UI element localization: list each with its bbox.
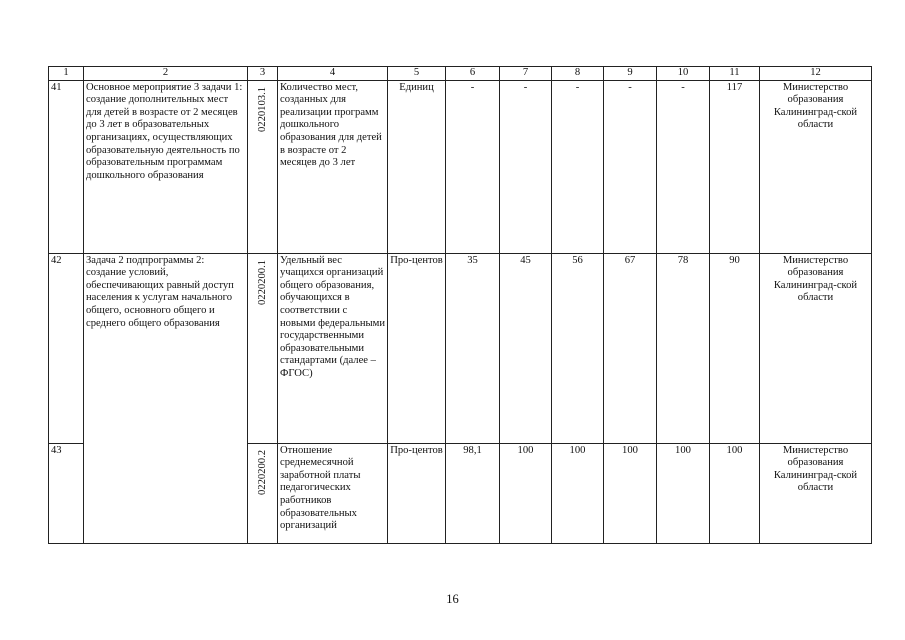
table-row <box>49 253 872 443</box>
col-header-8: 8 <box>552 67 604 81</box>
value-cell: - <box>604 80 657 253</box>
col-header-5: 5 <box>388 67 446 81</box>
value-cell: 56 <box>552 253 604 443</box>
responsible-cell: Министерство образования Калининград-ской области <box>760 253 872 443</box>
value-cell: 117 <box>710 80 760 253</box>
col-header-7: 7 <box>500 67 552 81</box>
col-header-1: 1 <box>49 67 84 81</box>
unit-cell: Про-центов <box>388 253 446 443</box>
col-header-3: 3 <box>248 67 278 81</box>
col-header-9: 9 <box>604 67 657 81</box>
value-cell: 45 <box>500 253 552 443</box>
col-header-4: 4 <box>278 67 388 81</box>
value-cell: 90 <box>710 253 760 443</box>
col-header-2: 2 <box>84 67 248 81</box>
col-header-11: 11 <box>710 67 760 81</box>
code-text: 0220200.2 <box>256 449 268 495</box>
value-cell: - <box>552 80 604 253</box>
value-cell: 98,1 <box>446 443 500 543</box>
unit-cell: Единиц <box>388 80 446 253</box>
code-text: 0220200.1 <box>256 259 268 305</box>
page-number: 16 <box>446 592 459 606</box>
col-header-10: 10 <box>657 67 710 81</box>
row-number: 42 <box>49 253 84 443</box>
col-header-12: 12 <box>760 67 872 81</box>
value-cell: 100 <box>500 443 552 543</box>
indicator-cell: Отношение среднемесячной заработной платы педагогических работников образовательных организаций <box>278 443 388 543</box>
responsible-cell: Министерство образования Калининград-ской области <box>760 443 872 543</box>
unit-cell: Про-центов <box>388 443 446 543</box>
value-cell: 100 <box>552 443 604 543</box>
value-cell: 100 <box>604 443 657 543</box>
indicator-cell: Количество мест, созданных для реализации программ дошкольного образования для детей в возрасте от 2 месяцев до 3 лет <box>278 80 388 253</box>
code-cell <box>248 253 278 443</box>
code-cell <box>248 80 278 253</box>
value-cell: 78 <box>657 253 710 443</box>
value-cell: 67 <box>604 253 657 443</box>
value-cell: - <box>657 80 710 253</box>
value-cell: 100 <box>657 443 710 543</box>
value-cell: 35 <box>446 253 500 443</box>
indicator-cell: Удельный вес учащихся организаций общего образования, обучающихся в соответствии с новыми федеральными государственными образовательными стандартами (далее – ФГОС) <box>278 253 388 443</box>
table-row <box>49 80 872 253</box>
task-cell: Задача 2 подпрограммы 2: создание условий, обеспечивающих равный доступ населения к услугам начального общего, основного общего и среднего общего образования <box>84 253 248 543</box>
value-cell: - <box>446 80 500 253</box>
code-text: 0220103.1 <box>256 86 268 132</box>
col-header-6: 6 <box>446 67 500 81</box>
row-number: 43 <box>49 443 84 543</box>
code-cell <box>248 443 278 543</box>
value-cell: 100 <box>710 443 760 543</box>
indicators-table <box>48 66 872 544</box>
column-number-row <box>49 67 872 81</box>
value-cell: - <box>500 80 552 253</box>
responsible-cell: Министерство образования Калининград-ской области <box>760 80 872 253</box>
row-number: 41 <box>49 80 84 253</box>
task-cell: Основное мероприятие 3 задачи 1: создание дополнительных мест для детей в возрасте от 2 месяцев до 3 лет в образовательных организациях, осуществляющих образовательную деятельность по образовательным программам дошкольного образования <box>84 80 248 253</box>
